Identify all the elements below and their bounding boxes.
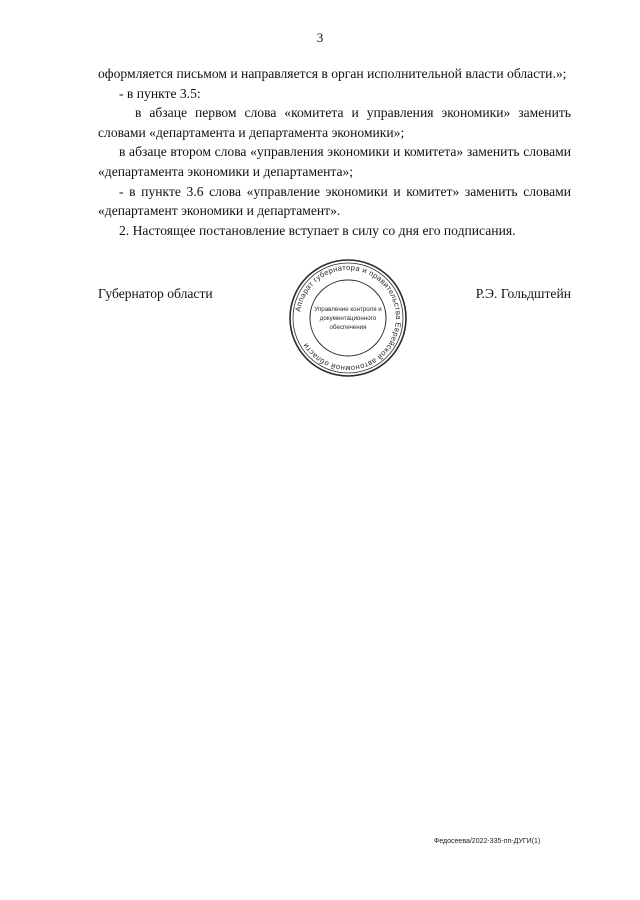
seal-inner-line: Управление контроля и: [314, 306, 382, 313]
signatory-title: Губернатор области: [98, 286, 213, 301]
page-number: 3: [316, 30, 324, 45]
seal-graphic: [286, 256, 410, 380]
paragraph-item-3-6: - в пункте 3.6 слова «управление экономики и комитет» заменить словами «департамент экономики и департамент».: [98, 183, 571, 219]
paragraph-effective-date: 2. Настоящее постановление вступает в силу со дня его подписания.: [119, 222, 516, 238]
seal-inner-line: документационного: [319, 315, 377, 322]
seal-inner-line: обеспечения: [329, 324, 367, 331]
document-body: [98, 64, 571, 240]
paragraph-item-3-5: - в пункте 3.5:: [119, 85, 201, 101]
paragraph-continuation: оформляется письмом и направляется в орган исполнительной власти области.»;: [98, 66, 567, 81]
signatory-name: Р.Э. Гольдштейн: [475, 286, 571, 301]
document-reference-code: Федосеева/2022-335-пп-ДУГИ(1): [434, 838, 541, 845]
seal-outer-text: Аппарат губернатора и правительства Еврейской автономной области: [293, 262, 404, 374]
official-seal-stamp: [286, 256, 410, 380]
paragraph-second-abzac: в абзаце втором слова «управления экономики и комитета» заменить словами «департамента экономики и департамента»;: [98, 144, 571, 179]
paragraph-first-abzac: в абзаце первом слова «комитета и управления экономики» заменить словами «департамента и департамента экономики»;: [98, 105, 571, 140]
